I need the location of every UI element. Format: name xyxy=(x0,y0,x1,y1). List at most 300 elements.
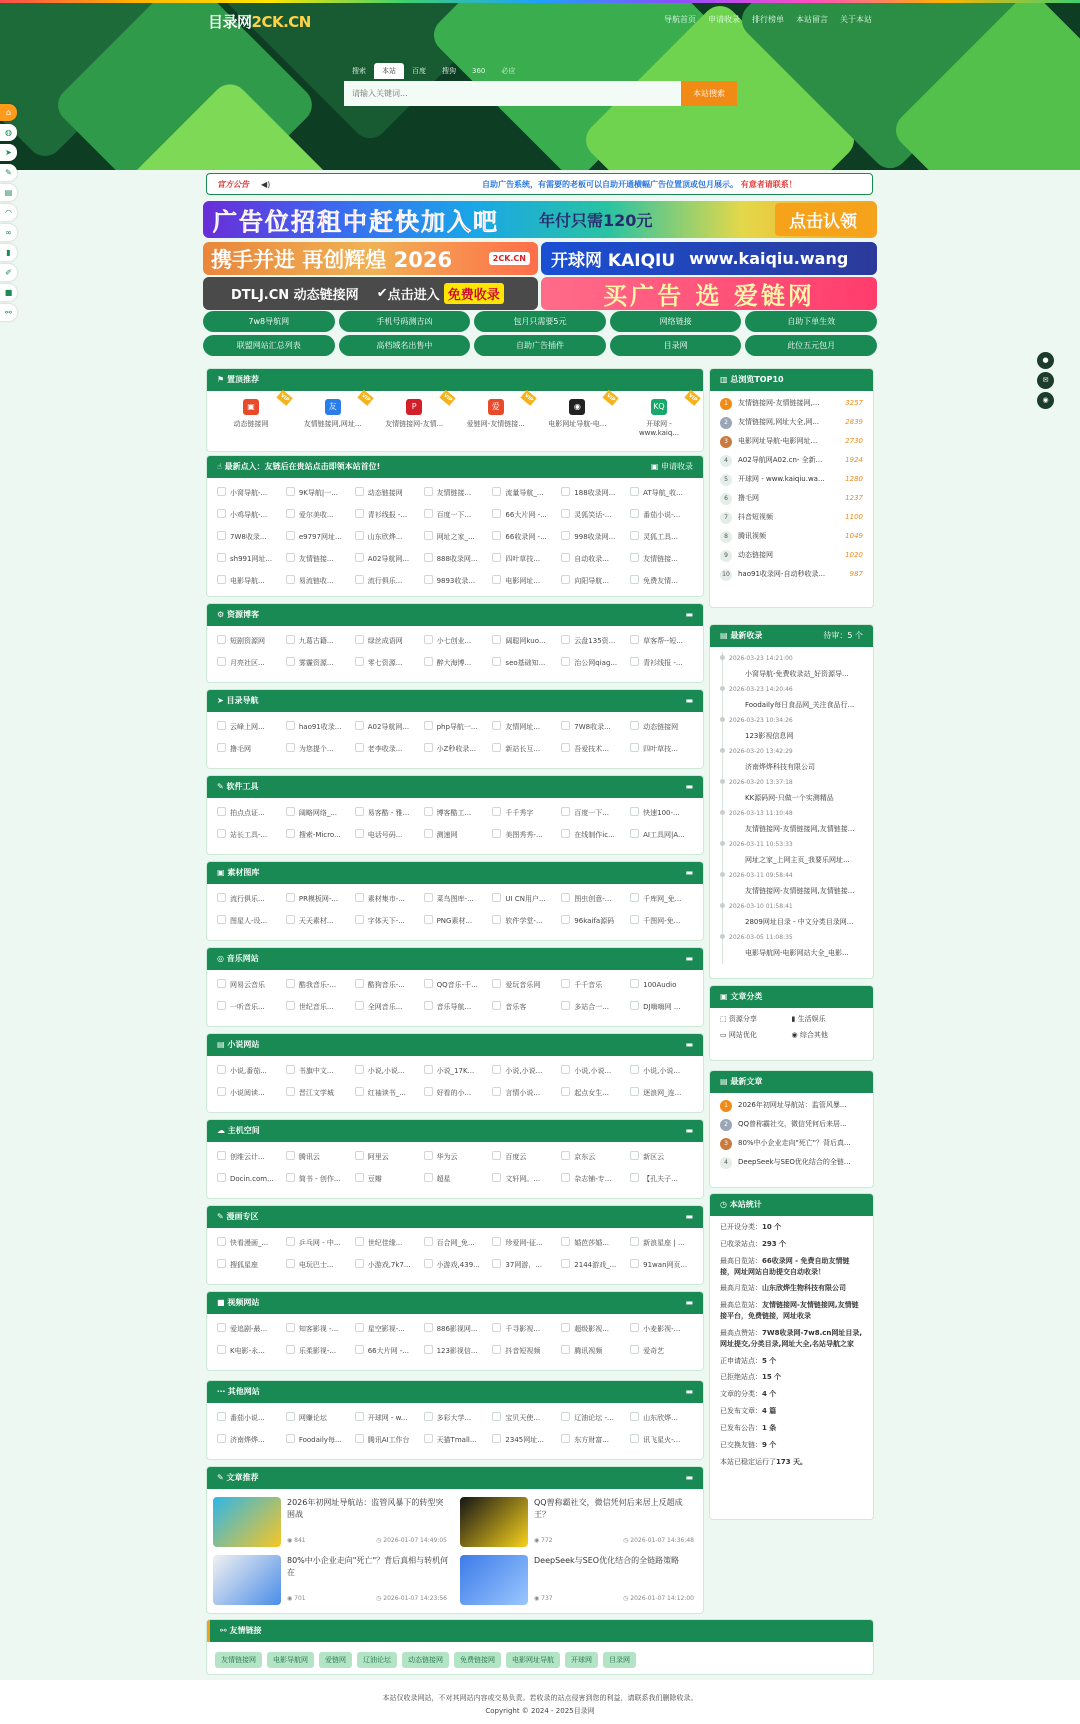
top10-views: 1100 xyxy=(845,513,863,521)
site-link[interactable]: 爱追剧-最... xyxy=(215,1318,284,1340)
top10-row[interactable] xyxy=(710,508,873,527)
nav-about[interactable]: 关于本站 xyxy=(840,15,872,24)
site-link[interactable]: 友情网址... xyxy=(490,716,559,738)
site-link[interactable]: 2144游戏_... xyxy=(559,1254,628,1276)
site-link[interactable]: e9797网址... xyxy=(284,526,353,548)
site-link[interactable]: 全网音乐... xyxy=(353,996,422,1018)
site-link[interactable]: 爱奇艺 xyxy=(628,1340,697,1362)
top10-row[interactable] xyxy=(710,565,873,584)
site-link[interactable]: PNG素材... xyxy=(422,910,491,932)
site-link[interactable]: 华为云 xyxy=(422,1146,491,1168)
site-link[interactable]: 四叶草技... xyxy=(490,548,559,570)
site-link[interactable]: 短剧资源网 xyxy=(215,630,284,652)
site-link[interactable]: Docin.com... xyxy=(215,1168,284,1190)
article-thumbnail[interactable] xyxy=(213,1497,281,1547)
article-item[interactable] xyxy=(460,1555,697,1605)
site-link[interactable]: 文轩网。... xyxy=(490,1168,559,1190)
site-link[interactable]: 四叶草技... xyxy=(628,738,697,760)
friend-link[interactable]: 免费链接网 xyxy=(454,1652,501,1668)
site-link[interactable]: 友情链接... xyxy=(422,482,491,504)
stat-value: 293 个 xyxy=(762,1239,787,1248)
site-link[interactable]: 小说阅读... xyxy=(215,1082,284,1104)
site-link[interactable]: 66大片网 -... xyxy=(490,504,559,526)
site-link[interactable]: 阔略网络_... xyxy=(284,802,353,824)
site-link[interactable]: 山东欣烨... xyxy=(628,1407,697,1429)
quick-link-pill[interactable]: 网络链接 xyxy=(610,311,742,332)
site-link[interactable]: 9893收录... xyxy=(422,570,491,592)
site-link[interactable]: 多站合一... xyxy=(559,996,628,1018)
stat-label: 最高日览站： xyxy=(720,1256,762,1265)
recent-site[interactable]: 2809网址目录 - 中文分类目录网... xyxy=(745,918,854,926)
site-link[interactable]: 9K导航|一... xyxy=(284,482,353,504)
site-link[interactable]: 番茄小说-... xyxy=(628,504,697,526)
article-item[interactable] xyxy=(213,1555,450,1605)
top10-title: 总浏览TOP10 xyxy=(730,375,784,384)
friend-link[interactable]: 目录网 xyxy=(603,1652,636,1668)
top10-name: 友情链接网-友情链接网,... xyxy=(738,399,820,407)
recent-site[interactable]: 友情链接网-友情链接网,友情链接... xyxy=(745,887,855,895)
site-link[interactable]: 百度一下... xyxy=(559,802,628,824)
site-link[interactable]: 小说,小说... xyxy=(559,1060,628,1082)
print-icon[interactable]: ▤ xyxy=(0,184,17,201)
article-date: ◷ 2026-01-07 14:49:05 xyxy=(376,1537,447,1544)
top10-row[interactable] xyxy=(710,470,873,489)
site-link[interactable]: 千图网-免... xyxy=(628,910,697,932)
site-link[interactable]: 阔聪网kuo... xyxy=(490,630,559,652)
site-link[interactable]: 搜狐星座 xyxy=(215,1254,284,1276)
site-link[interactable]: 新站长互... xyxy=(490,738,559,760)
site-link[interactable]: 简书 - 创作... xyxy=(284,1168,353,1190)
recent-site[interactable]: KK源码网-只做一个实测精品 xyxy=(745,794,834,802)
site-link[interactable]: 886影视网... xyxy=(422,1318,491,1340)
top10-row[interactable] xyxy=(710,432,873,451)
vip-item[interactable] xyxy=(380,392,454,437)
recent-site[interactable]: 友情链接网-友情链接网,友情链接... xyxy=(745,825,855,833)
site-link[interactable]: 辽油论坛 -... xyxy=(559,1407,628,1429)
site-link[interactable]: 星空影视-... xyxy=(353,1318,422,1340)
site-link[interactable]: 2345网址... xyxy=(490,1429,559,1451)
friend-link[interactable]: 爱链网 xyxy=(319,1652,352,1668)
site-link[interactable]: 百度一下... xyxy=(422,504,491,526)
quick-link-pill[interactable]: 联盟网站汇总列表 xyxy=(203,335,335,356)
recent-site[interactable]: 济南烨烨科技有限公司 xyxy=(745,763,815,771)
tab-baidu[interactable]: 百度 xyxy=(412,67,426,75)
claim-button[interactable]: 点击认领 xyxy=(775,203,871,236)
site-link[interactable]: hao91收录... xyxy=(284,716,353,738)
site-link[interactable]: PR模板网-... xyxy=(284,888,353,910)
site-link[interactable]: 软件学堂-... xyxy=(490,910,559,932)
link-icon[interactable]: ∞ xyxy=(0,224,17,241)
site-link[interactable]: 阿里云 xyxy=(353,1146,422,1168)
site-link[interactable]: 爱玩音乐网 xyxy=(490,974,559,996)
site-link[interactable]: php导航一... xyxy=(422,716,491,738)
site-link[interactable]: 新浪星座 | ... xyxy=(628,1232,697,1254)
site-link[interactable]: 易客酷 - 雅... xyxy=(353,802,422,824)
site-link[interactable]: 超星 xyxy=(422,1168,491,1190)
site-link[interactable]: 青衫线报 -... xyxy=(628,652,697,674)
site-link[interactable]: 小游戏,439... xyxy=(422,1254,491,1276)
site-link[interactable]: 草客帮--短... xyxy=(628,630,697,652)
apply-link[interactable]: ▣ 申请收录 xyxy=(650,462,693,471)
mail-icon[interactable]: ✉ xyxy=(1037,372,1054,389)
article-thumbnail[interactable] xyxy=(460,1555,528,1605)
site-link[interactable]: 雾霾资源... xyxy=(284,652,353,674)
vip-item[interactable] xyxy=(543,392,617,437)
site-link[interactable]: 多彩大学... xyxy=(422,1407,491,1429)
site-link[interactable]: 188收录网... xyxy=(559,482,628,504)
site-link[interactable]: 山东欣烨... xyxy=(353,526,422,548)
section-icon: ⋯ xyxy=(217,1387,228,1396)
site-link[interactable]: 音乐客 xyxy=(490,996,559,1018)
article-thumbnail[interactable] xyxy=(213,1555,281,1605)
site-link[interactable]: 逐浪网_连... xyxy=(628,1082,697,1104)
site-link[interactable]: 爱尔美收... xyxy=(284,504,353,526)
category-item[interactable]: ⬚ 资源分享 xyxy=(720,1015,757,1023)
site-link[interactable]: 流行俱乐... xyxy=(353,570,422,592)
tab-bing[interactable]: 必应 xyxy=(501,67,516,75)
site-link[interactable]: 晋江文学城 xyxy=(284,1082,353,1104)
site-link[interactable]: Foodaily每... xyxy=(284,1429,353,1451)
ad-banner-ailian[interactable]: 买广告 选 爱链网 xyxy=(541,277,877,310)
site-link[interactable]: 小说,小说... xyxy=(490,1060,559,1082)
site-link[interactable]: 图星人-设... xyxy=(215,910,284,932)
site-link[interactable]: UI CN用户... xyxy=(490,888,559,910)
section-icon: ⚙ xyxy=(217,610,227,619)
site-link[interactable]: 开球网 - w... xyxy=(353,1407,422,1429)
friend-link[interactable]: 开球网 xyxy=(565,1652,598,1668)
tab-site[interactable]: 本站 xyxy=(374,63,404,79)
site-link[interactable]: 电影导航... xyxy=(215,570,284,592)
pen-icon[interactable]: ✐ xyxy=(0,264,17,281)
site-link[interactable]: 素材集市-... xyxy=(353,888,422,910)
site-link[interactable]: 电影网址... xyxy=(490,570,559,592)
recent-site[interactable]: Foodaily每日食品网_关注食品行... xyxy=(745,701,855,709)
tab-360[interactable]: 360 xyxy=(472,67,486,75)
site-link[interactable]: 向阳导航... xyxy=(559,570,628,592)
site-link[interactable]: 【孔夫子... xyxy=(628,1168,697,1190)
site-link[interactable]: 婚芭莎婚... xyxy=(559,1232,628,1254)
site-link[interactable]: 云盘135资... xyxy=(559,630,628,652)
recent-site[interactable]: 123影视信息网 xyxy=(745,732,794,740)
footer-copyright: Copyright © 2024 - 2025目录网 xyxy=(485,1706,595,1715)
site-link[interactable]: 网易云音乐 xyxy=(215,974,284,996)
articles-title: 文章推荐 xyxy=(226,1473,259,1482)
site-link[interactable]: 免费友情... xyxy=(628,570,697,592)
home-icon[interactable]: ⌂ xyxy=(0,104,17,121)
collapse-icon[interactable]: ▬ xyxy=(685,1040,693,1049)
site-link[interactable]: 998收录网... xyxy=(559,526,628,548)
site-link[interactable]: 知客影视 -... xyxy=(284,1318,353,1340)
video-icon[interactable]: ■ xyxy=(0,284,17,301)
chain-icon[interactable]: ⚯ xyxy=(0,304,17,321)
collapse-icon[interactable]: ▬ xyxy=(685,1387,693,1396)
site-link[interactable]: 小游戏,7k7... xyxy=(353,1254,422,1276)
quick-link-pill[interactable]: 包月只需要5元 xyxy=(474,311,606,332)
site-link[interactable]: 腾讯视频 xyxy=(559,1340,628,1362)
site-link[interactable]: 测速网 xyxy=(422,824,491,846)
category-item[interactable]: ◉ 综合其他 xyxy=(791,1031,828,1039)
site-link[interactable]: 7W8收录... xyxy=(559,716,628,738)
new-article-row[interactable] xyxy=(710,1134,873,1153)
vip-item[interactable] xyxy=(217,392,290,437)
site-link[interactable]: 快速100-... xyxy=(628,802,697,824)
site-link[interactable]: 91wan网页... xyxy=(628,1254,697,1276)
site-link[interactable]: 小鸡导航-... xyxy=(215,504,284,526)
collapse-icon[interactable]: ▬ xyxy=(685,868,693,877)
site-link[interactable]: 小说,小说... xyxy=(628,1060,697,1082)
site-link[interactable]: 小麦影视-... xyxy=(628,1318,697,1340)
vip-item[interactable] xyxy=(299,392,372,437)
site-link[interactable]: A02导航网... xyxy=(353,716,422,738)
site-link[interactable]: 青衫线报 -... xyxy=(353,504,422,526)
site-link[interactable]: 友情链接... xyxy=(284,548,353,570)
site-link[interactable]: 起点女生... xyxy=(559,1082,628,1104)
tab-sogou[interactable]: 搜狗 xyxy=(442,67,456,75)
new-article-row[interactable] xyxy=(710,1115,873,1134)
recent-site[interactable]: 网址之家_上网主页_我要乐网址... xyxy=(745,856,850,864)
site-link[interactable]: 灵狐笑话-... xyxy=(559,504,628,526)
chat-icon[interactable]: ◉ xyxy=(1037,392,1054,409)
article-item[interactable] xyxy=(213,1497,450,1547)
new-article-row[interactable] xyxy=(710,1153,873,1172)
top10-row[interactable] xyxy=(710,489,873,508)
collapse-icon[interactable]: ▬ xyxy=(685,1212,693,1221)
site-link[interactable]: K电影-永... xyxy=(215,1340,284,1362)
site-link[interactable]: 零七资源... xyxy=(353,652,422,674)
top10-row[interactable] xyxy=(710,546,873,565)
quick-link-pill[interactable]: 目录网 xyxy=(610,335,742,356)
site-link[interactable]: 电玩巴士... xyxy=(284,1254,353,1276)
ad-banner-rent[interactable]: 广告位招租中赶快加入吧 年付只需120元 点击认领 xyxy=(203,201,877,238)
nav-home[interactable]: 导航首页 xyxy=(664,15,696,24)
globe-icon[interactable]: ◍ xyxy=(0,124,17,141)
top10-row[interactable] xyxy=(710,413,873,432)
site-link[interactable]: 超级影视... xyxy=(559,1318,628,1340)
recent-date: 2026-03-20 13:37:18 xyxy=(731,778,865,788)
tool-icon[interactable]: ✎ xyxy=(0,164,17,181)
site-link[interactable]: 新区云 xyxy=(628,1146,697,1168)
site-link[interactable]: 123影视信... xyxy=(422,1340,491,1362)
site-link[interactable]: 888收录网... xyxy=(422,548,491,570)
site-link[interactable]: 小Z秒收录... xyxy=(422,738,491,760)
site-link[interactable]: AT导航_收... xyxy=(628,482,697,504)
site-link[interactable]: A02导航网... xyxy=(353,548,422,570)
site-link[interactable]: 友情链接... xyxy=(628,548,697,570)
friend-link[interactable]: 电影网址导航 xyxy=(506,1652,560,1668)
nav-ranking[interactable]: 排行榜单 xyxy=(752,15,784,24)
site-link[interactable]: 66大片网 -... xyxy=(353,1340,422,1362)
site-link[interactable]: 为您提个... xyxy=(284,738,353,760)
site-link[interactable]: 世纪佳缘... xyxy=(353,1232,422,1254)
site-link[interactable]: 网址之家_... xyxy=(422,526,491,548)
site-link[interactable]: 治公网qiag... xyxy=(559,652,628,674)
new-article-title: QQ曾称霸社交，微信凭何后来居... xyxy=(738,1120,847,1128)
site-link[interactable]: 百合网_免... xyxy=(422,1232,491,1254)
quick-link-pill[interactable]: 此位五元包月 xyxy=(745,335,877,356)
site-logo[interactable]: 目录网2CK.CN xyxy=(208,13,311,31)
site-link[interactable]: 小说,番茄... xyxy=(215,1060,284,1082)
site-link[interactable]: 图虫创意-... xyxy=(559,888,628,910)
collapse-icon[interactable]: ▬ xyxy=(685,696,693,705)
site-link[interactable]: 字体天下-... xyxy=(353,910,422,932)
site-link[interactable]: 讯飞星火-... xyxy=(628,1429,697,1451)
section-card xyxy=(206,1119,704,1199)
category-item[interactable]: ▮ 生活娱乐 xyxy=(791,1015,826,1023)
vip-item[interactable] xyxy=(462,392,535,437)
recent-site[interactable]: 电影导航网-电影网站大全_电影... xyxy=(745,949,849,957)
site-link[interactable]: 老李收录... xyxy=(353,738,422,760)
site-link[interactable]: 好看的小... xyxy=(422,1082,491,1104)
site-link[interactable]: 流行俱乐... xyxy=(215,888,284,910)
site-link[interactable]: 千库网_免... xyxy=(628,888,697,910)
site-link[interactable]: 吾爱技术... xyxy=(559,738,628,760)
send-icon[interactable]: ➤ xyxy=(0,144,17,161)
site-link[interactable]: 博客酷工... xyxy=(422,802,491,824)
article-item[interactable] xyxy=(460,1497,697,1547)
section-title: 素材图库 xyxy=(227,868,260,877)
new-article-row[interactable] xyxy=(710,1096,873,1115)
article-title[interactable]: 2026年初网址导航站：监管风暴下的转型突围战 xyxy=(287,1498,444,1519)
site-link[interactable]: 搜索-Micro... xyxy=(284,824,353,846)
site-link[interactable]: 创维云计... xyxy=(215,1146,284,1168)
site-link[interactable]: 云峰上网... xyxy=(215,716,284,738)
site-link[interactable]: 千千秀字 xyxy=(490,802,559,824)
site-link[interactable]: 百度云 xyxy=(490,1146,559,1168)
site-link[interactable]: 京东云 xyxy=(559,1146,628,1168)
site-link[interactable]: 美图秀秀-... xyxy=(490,824,559,846)
collapse-icon[interactable]: ▬ xyxy=(685,610,693,619)
article-title[interactable]: QQ曾称霸社交，微信凭何后来居上反超成王？ xyxy=(534,1498,683,1519)
top10-row[interactable] xyxy=(710,394,873,413)
quick-link-pill[interactable]: 手机号码测吉凶 xyxy=(339,311,471,332)
site-link[interactable]: 自动收录... xyxy=(559,548,628,570)
site-link[interactable]: 小七创业... xyxy=(422,630,491,652)
site-link[interactable]: 乒乓网 - 中... xyxy=(284,1232,353,1254)
collapse-icon[interactable]: ▬ xyxy=(685,954,693,963)
quick-link-pill[interactable]: 自助下单生效 xyxy=(745,311,877,332)
headphones-icon[interactable]: ◠ xyxy=(0,204,17,221)
site-link[interactable]: seo基础知... xyxy=(490,652,559,674)
site-link[interactable]: 流量导航_... xyxy=(490,482,559,504)
site-link[interactable]: 腾讯云 xyxy=(284,1146,353,1168)
site-link[interactable]: 一听音乐... xyxy=(215,996,284,1018)
site-link[interactable]: 菜鸟图库-... xyxy=(422,888,491,910)
site-link[interactable]: 千千音乐 xyxy=(559,974,628,996)
site-link[interactable]: 灵狐工具... xyxy=(628,526,697,548)
article-title[interactable]: DeepSeek与SEO优化结合的全链路策略 xyxy=(534,1556,680,1565)
site-link[interactable]: 66收录网 -... xyxy=(490,526,559,548)
tab-search[interactable]: 搜索 xyxy=(352,67,366,75)
site-link[interactable]: 动态链接网 xyxy=(628,716,697,738)
user-icon[interactable]: ● xyxy=(1037,352,1054,369)
site-link[interactable]: 100Audio xyxy=(628,974,697,996)
site-link[interactable]: 动态链接网 xyxy=(353,482,422,504)
search-input[interactable] xyxy=(344,81,681,106)
quick-link-pill[interactable]: 7w8导航网 xyxy=(203,311,335,332)
friend-link[interactable]: 友情链接网 xyxy=(215,1652,262,1668)
site-link[interactable]: 拍点点证... xyxy=(215,802,284,824)
site-link[interactable]: 撸毛网 xyxy=(215,738,284,760)
site-link[interactable]: 珍爱网-征... xyxy=(490,1232,559,1254)
site-link[interactable]: DJ嗨嗨网 ... xyxy=(628,996,697,1018)
search-button[interactable]: 本站搜索 xyxy=(681,81,737,106)
ad-banner-dtlj[interactable]: DTLJ.CN 动态链接网 ✔ 点击进入 免费收录 xyxy=(203,277,538,310)
site-link[interactable]: AI工具网|A... xyxy=(628,824,697,846)
site-link[interactable]: sh991网址... xyxy=(215,548,284,570)
site-link[interactable]: 醉大海博... xyxy=(422,652,491,674)
site-link[interactable]: 月亮社区... xyxy=(215,652,284,674)
category-item[interactable]: ▭ 网站优化 xyxy=(720,1031,757,1039)
site-link[interactable]: 网赚论坛 xyxy=(284,1407,353,1429)
site-link[interactable]: 易流链收... xyxy=(284,570,353,592)
site-link[interactable]: 电话号码... xyxy=(353,824,422,846)
site-link[interactable]: QQ音乐-千... xyxy=(422,974,491,996)
site-link[interactable]: 小窝导航-... xyxy=(215,482,284,504)
site-link[interactable]: 济南烨烨... xyxy=(215,1429,284,1451)
top10-row[interactable] xyxy=(710,527,873,546)
nav-apply[interactable]: 申请收录 xyxy=(708,15,740,24)
collapse-icon[interactable]: ▬ xyxy=(685,1126,693,1135)
site-link[interactable]: 腾讯AI工作台 xyxy=(353,1429,422,1451)
top10-row[interactable] xyxy=(710,451,873,470)
site-link[interactable]: 东方财富... xyxy=(559,1429,628,1451)
collapse-icon[interactable]: ▬ xyxy=(685,1298,693,1307)
site-link[interactable]: 世纪音乐... xyxy=(284,996,353,1018)
ad-banner-2026[interactable]: 携手并进 再创辉煌 2026 2CK.CN xyxy=(203,242,538,275)
site-link[interactable]: 7W8收录... xyxy=(215,526,284,548)
recent-site[interactable]: 小窝导航-免费收录站_好资源导... xyxy=(745,670,849,678)
site-link[interactable]: 豆瓣 xyxy=(353,1168,422,1190)
friend-link[interactable]: 电影导航网 xyxy=(267,1652,314,1668)
site-link[interactable]: 音乐导航... xyxy=(422,996,491,1018)
site-link[interactable]: 绿丝成语网 xyxy=(353,630,422,652)
article-thumbnail[interactable] xyxy=(460,1497,528,1547)
site-link[interactable]: 酷我音乐-... xyxy=(284,974,353,996)
site-link[interactable]: 站长工具-... xyxy=(215,824,284,846)
site-link[interactable]: 宝贝天使... xyxy=(490,1407,559,1429)
article-title[interactable]: 80%中小企业走向"死亡"？背后真相与转机何在 xyxy=(287,1556,449,1577)
rank-badge: 9 xyxy=(720,550,732,562)
site-link[interactable]: 红袖读书_... xyxy=(353,1082,422,1104)
site-link[interactable]: 言情小说... xyxy=(490,1082,559,1104)
site-link[interactable]: 杂志铺-专... xyxy=(559,1168,628,1190)
site-link[interactable]: 天天素材... xyxy=(284,910,353,932)
site-link[interactable]: 九葛古籍... xyxy=(284,630,353,652)
site-link[interactable]: 书旗中文... xyxy=(284,1060,353,1082)
site-link[interactable]: 小说_17K... xyxy=(422,1060,491,1082)
book-icon[interactable]: ▮ xyxy=(0,244,17,261)
quick-link-pill[interactable]: 高档域名出售中 xyxy=(339,335,471,356)
friend-link[interactable]: 辽油论坛 xyxy=(357,1652,397,1668)
site-link[interactable]: 96kaifa源码 xyxy=(559,910,628,932)
nav-guestbook[interactable]: 本站留言 xyxy=(796,15,828,24)
site-link[interactable]: 酷狗音乐-... xyxy=(353,974,422,996)
quick-link-pill[interactable]: 自助广告插件 xyxy=(474,335,606,356)
site-link[interactable]: 千寻影视... xyxy=(490,1318,559,1340)
site-link[interactable]: 乐柔影视-... xyxy=(284,1340,353,1362)
site-link[interactable]: 在线制作ic... xyxy=(559,824,628,846)
vip-item[interactable] xyxy=(625,392,698,437)
collapse-icon[interactable]: ▬ xyxy=(685,782,693,791)
friend-link[interactable]: 动态链接网 xyxy=(402,1652,449,1668)
site-link[interactable]: 抖音短视频 xyxy=(490,1340,559,1362)
site-link[interactable]: 37网游，... xyxy=(490,1254,559,1276)
site-link[interactable]: 小说,小说... xyxy=(353,1060,422,1082)
site-link[interactable]: 天猫Tmall... xyxy=(422,1429,491,1451)
ad-banner-kaiqiu[interactable]: 开球网 KAIQIU www.kaiqiu.wang xyxy=(541,242,877,275)
site-link[interactable]: 快看漫画_... xyxy=(215,1232,284,1254)
site-link[interactable]: 番茄小说... xyxy=(215,1407,284,1429)
